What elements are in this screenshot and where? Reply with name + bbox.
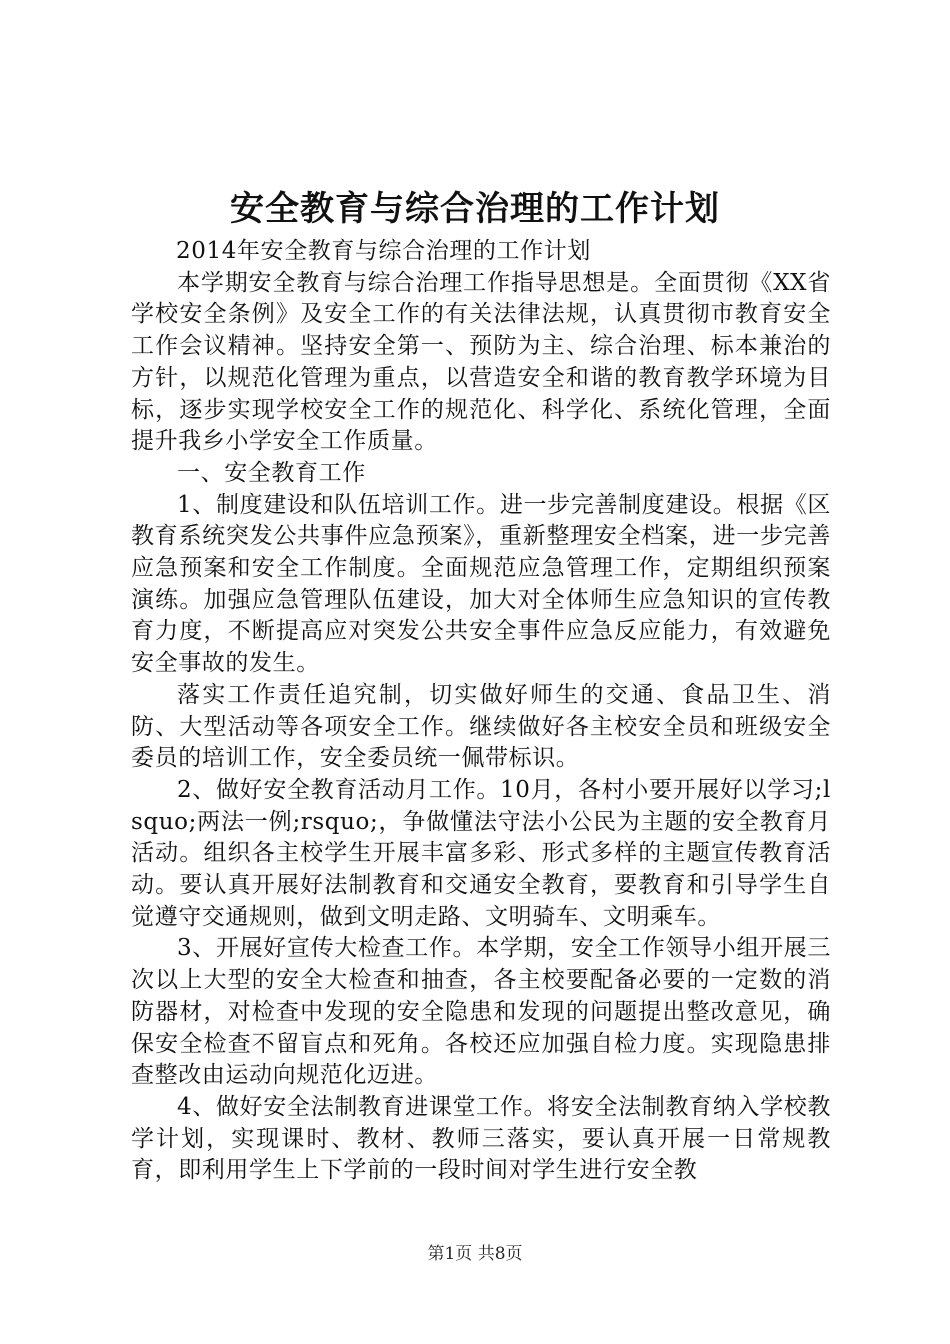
- paragraph-item-2: 2、做好安全教育活动月工作。10月，各村小要开展好以学习;lsquo;两法一例;rsquo;，争做懂法守法小公民为主题的安全教育月活动。组织各主校学生开展丰富多彩、形式多样的主题宣传教育活动。要认真开展好法制教育和交通安全教育，要教育和引导学生自觉遵守交通规则，做到文明走路、文明骑车、文明乘车。: [131, 776, 831, 930]
- paragraph-item-3: 3、开展好宣传大检查工作。本学期，安全工作领导小组开展三次以上大型的安全大检查和抽查，各主校要配备必要的一定数的消防器材，对检查中发现的安全隐患和发现的问题提出整改意见，确保安全检查不留盲点和死角。各校还应加强自检力度。实现隐患排查整改由运动向规范化迈进。: [131, 935, 831, 1089]
- document-subtitle: 2014年安全教育与综合治理的工作计划: [176, 238, 591, 264]
- paragraph-item-4: 4、做好安全法制教育进课堂工作。将安全法制教育纳入学校教学计划，实现课时、教材、教师三落实，要认真开展一日常规教育，即利用学生上下学前的一段时间对学生进行安全教: [131, 1093, 831, 1184]
- paragraph-item-1: 1、制度建设和队伍培训工作。进一步完善制度建设。根据《区教育系统突发公共事件应急预案》，重新整理安全档案，进一步完善应急预案和安全工作制度。全面规范应急管理工作，定期组织预案演练。加强应急管理队伍建设，加大对全体师生应急知识的宣传教育力度，不断提高应对突发公共安全事件应急反应能力，有效避免安全事故的发生。: [131, 491, 831, 677]
- document-title: 安全教育与综合治理的工作计划: [230, 189, 720, 229]
- paragraph-guiding-principle: 本学期安全教育与综合治理工作指导思想是。全面贯彻《XX省学校安全条例》及安全工作的有关法律法规，认真贯彻市教育安全工作会议精神。坚持安全第一、预防为主、综合治理、标本兼治的方针，以规范化管理为重点，以营造安全和谐的教育教学环境为目标，逐步实现学校安全工作的规范化、科学化、系统化管理，全面提升我乡小学安全工作质量。: [131, 269, 831, 455]
- section-heading-safety-education: 一、安全教育工作: [177, 459, 366, 486]
- document-body: [131, 236, 831, 1187]
- paragraph-responsibility: 落实工作责任追究制，切实做好师生的交通、食品卫生、消防、大型活动等各项安全工作。继续做好各主校安全员和班级安全委员的培训工作，安全委员统一佩带标识。: [131, 681, 831, 772]
- page-number-footer: 第1页 共8页: [427, 1244, 523, 1264]
